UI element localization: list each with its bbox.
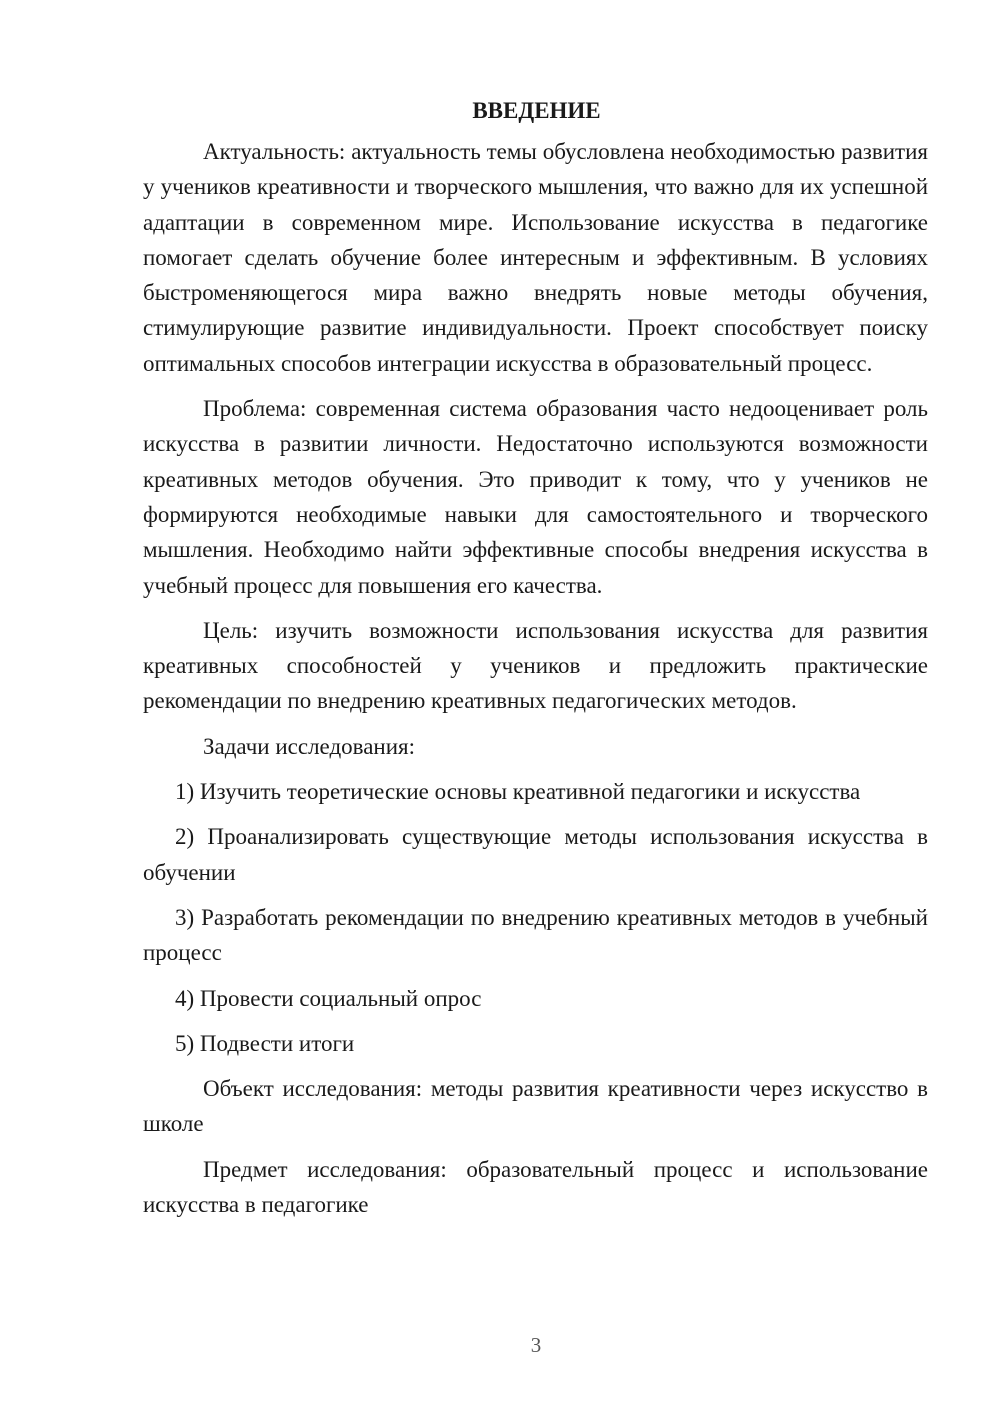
goal-paragraph: Цель: изучить возможности использования искусства для развития креативных способностей у учеников и предложить практические рекомендации по внедрению креативных педагогических методов. bbox=[143, 617, 928, 714]
task-item: 5) Подвести итоги bbox=[175, 1030, 355, 1056]
problem-paragraph: Проблема: современная система образования часто недооценивает роль искусства в развитии личности. Недостаточно используются возможности креативных методов обучения. Это приводит к тому, что у учеников не формируются необходимые навыки для самостоятельного и творческого мышления. Необходимо найти эффективные способы внедрения искусства в учебный процесс для повышения его качества. bbox=[143, 396, 928, 598]
relevance-paragraph: Актуальность: актуальность темы обусловлена необходимостью развития у учеников креативности и творческого мышления, что важно для их успешной адаптации в современном мире. Использование искусства в педагогике помогает сделать обучение более интересным и эффективным. В условиях быстроменяющегося мира важно внедрять новые методы обучения, стимулирующие развитие индивидуальности. Проект способствует поиску оптимальных способов интеграции искусства в образовательный процесс. bbox=[143, 139, 928, 376]
page-number: 3 bbox=[530, 1333, 542, 1357]
task-item: 1) Изучить теоретические основы креативной педагогики и искусства bbox=[175, 779, 861, 805]
page-title: ВВЕДЕНИЕ bbox=[472, 98, 601, 123]
task-item: 2) Проанализировать существующие методы использования искусства в обучении bbox=[143, 824, 928, 885]
subject-paragraph: Предмет исследования: образовательный процесс и использование искусства в педагогике bbox=[143, 1156, 928, 1218]
tasks-list bbox=[143, 774, 928, 1061]
task-item: 3) Разработать рекомендации по внедрению креативных методов в учебный процесс bbox=[143, 904, 928, 966]
task-item: 4) Провести социальный опрос bbox=[175, 985, 482, 1011]
page-content bbox=[143, 93, 928, 1232]
object-paragraph: Объект исследования: методы развития креативности через искусство в школе bbox=[143, 1076, 928, 1137]
tasks-heading: Задачи исследования: bbox=[203, 733, 416, 759]
